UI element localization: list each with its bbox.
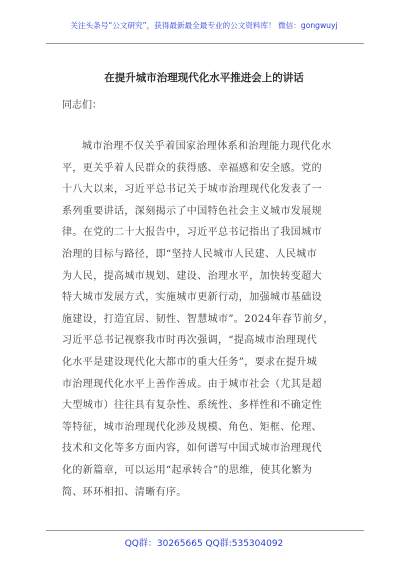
- header-banner: 关注头条号“公文研究”，获得最新最全最专业的公文资料库！ 微信：gongwuyj: [70, 21, 338, 30]
- document-title: 在提升城市治理现代化水平推进会上的讲话: [104, 72, 304, 84]
- body-line: 律。在党的二十大报告中，习近平总书记指出了我国城市: [62, 227, 322, 239]
- body-line: 治理的目标与路径，即“坚持人民城市人民建、人民城市: [62, 248, 318, 260]
- body-line: 简、环环相扣、清晰有序。: [62, 486, 187, 498]
- body-line: 等特征，城市治理现代化涉及规模、角色、矩框、伦理、: [62, 421, 322, 433]
- document-body: [62, 136, 352, 503]
- body-line: 大型城市）往往具有复杂性、系统性、多样性和不确定性: [62, 400, 322, 412]
- body-line: 城市治理不仅关乎着国家治理体系和治理能力现代化水: [82, 141, 332, 152]
- body-line: 市治理现代化水平上善作善成。由于城市社会（尤其是超: [62, 378, 322, 390]
- salutation: 同志们：: [62, 100, 102, 111]
- body-line: 技术和文化等多方面内容，如何谱写中国式城市治理现代: [62, 443, 322, 455]
- body-line: 平，更关乎着人民群众的获得感、幸福感和安全感。党的: [62, 162, 322, 174]
- body-line: 系列重要讲话，深刻揭示了中国特色社会主义城市发展规: [62, 205, 322, 217]
- footer-contact: QQ群：30265665 QQ群:535304092: [124, 539, 284, 549]
- footer-divider: [46, 530, 364, 531]
- body-line: 化的新篇章，可以运用“起承转合”的思维，使其化繁为: [62, 464, 313, 476]
- body-line: 施建设，打造宜居、韧性、智慧城市”。2024年春节前夕，: [62, 313, 334, 325]
- body-line: 为人民，提高城市规划、建设、治理水平，加快转变超大: [62, 270, 322, 282]
- body-line: 十八大以来，习近平总书记关于城市治理现代化发表了一: [62, 184, 322, 196]
- body-line: 特大城市发展方式，实施城市更新行动，加强城市基础设: [62, 292, 322, 304]
- header-divider: [46, 43, 364, 44]
- body-line: 习近平总书记视察我市时再次强调，“提高城市治理现代: [62, 335, 318, 347]
- body-line: 化水平是建设现代化大都市的重大任务”，要求在提升城: [62, 356, 318, 368]
